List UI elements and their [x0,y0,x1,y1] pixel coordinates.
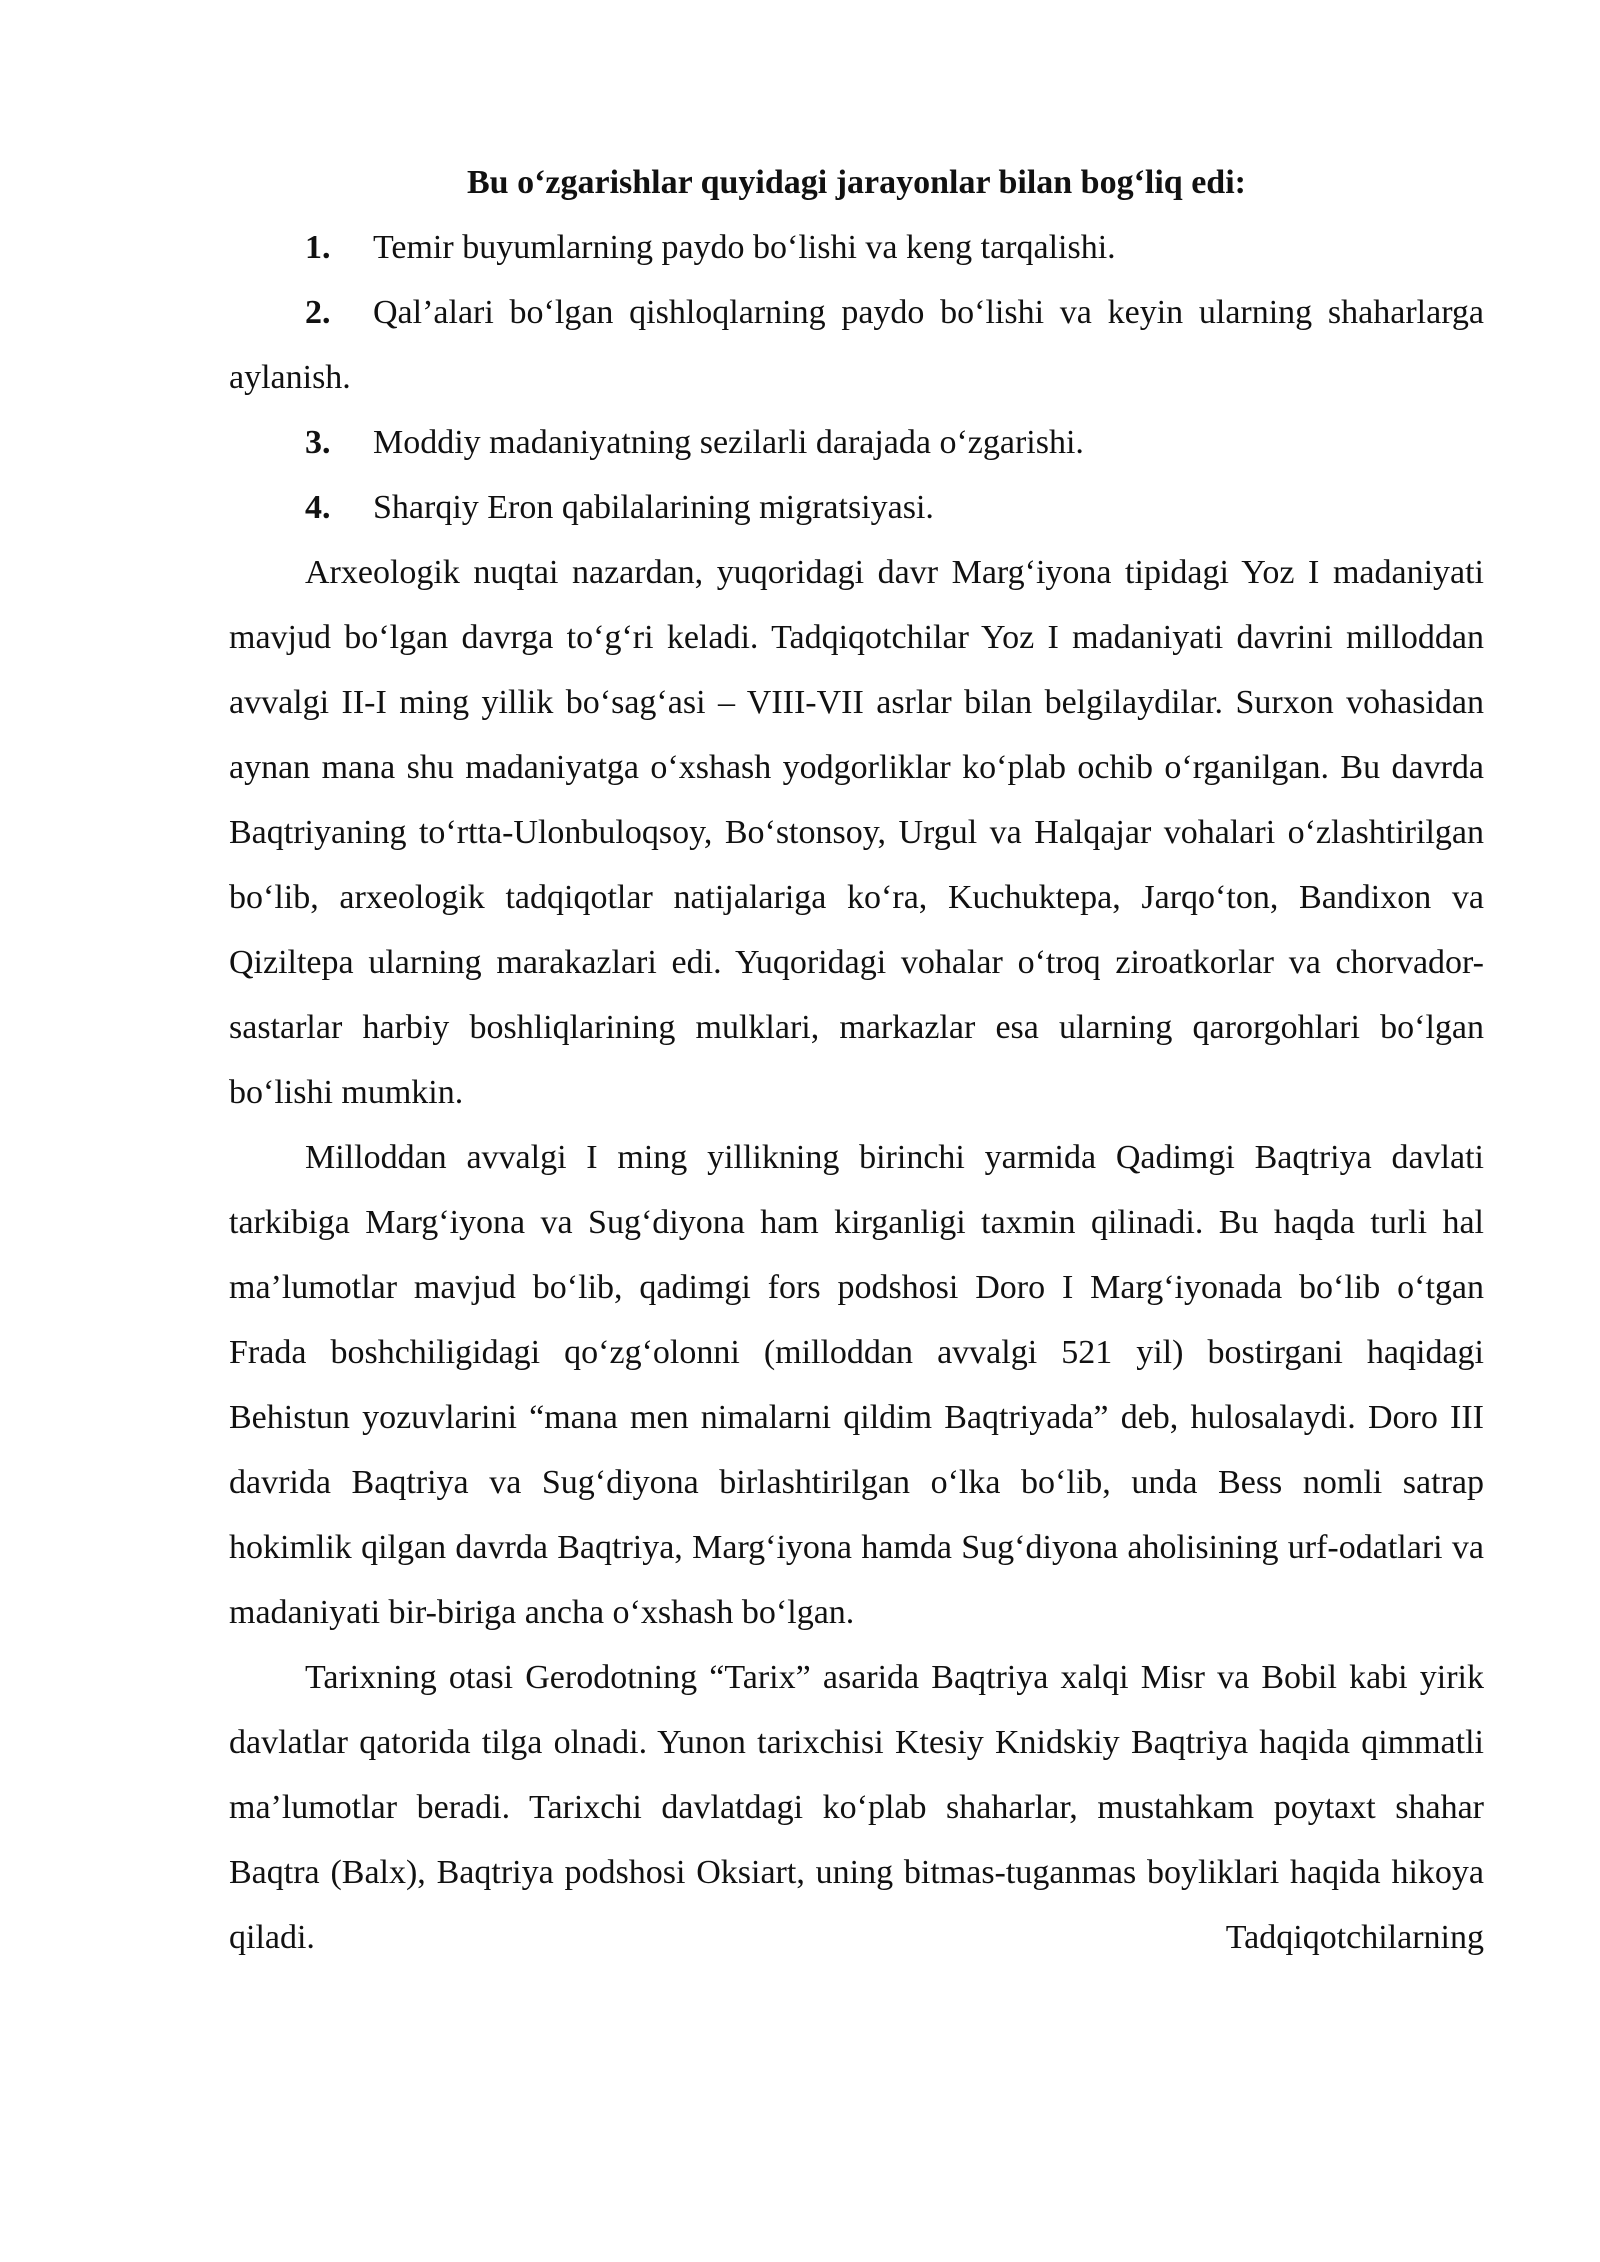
list-item [229,215,1484,280]
document-page [229,150,1484,1970]
section-heading: Bu o‘zgarishlar quyidagi jarayonlar bilan bog‘liq edi: [467,164,1246,201]
list-item-text: Qal’alari bo‘lgan qishloqlarning paydo bo‘lishi va keyin ularning shaharlarga aylanish. [229,294,1484,396]
list-item-number: 1. [305,229,331,266]
list-item-text: Sharqiy Eron qabilalarining migratsiyasi. [373,489,934,526]
list-item [229,475,1484,540]
list-item-text: Moddiy madaniyatning sezilarli darajada o‘zgarishi. [373,424,1084,461]
paragraph-herodotus: Tarixning otasi Gerodotning “Tarix” asarida Baqtriya xalqi Misr va Bobil kabi yirik davlatlar qatorida tilga olnadi. Yunon tarixchisi Ktesiy Knidskiy Baqtriya haqida qimmatli ma’lumotlar beradi. Tarixchi davlatdagi ko‘plab shaharlar, mustahkam poytaxt shahar Baqtra (Balx), Baqtriya podshosi Oksiart, uning bitmas-tuganmas boyliklari haqida hikoya qiladi. Tadqiqotchilarning [229,1659,1484,1956]
list-item [229,280,1484,410]
list-item-number: 4. [305,489,331,526]
list-item [229,410,1484,475]
list-item-text: Temir buyumlarning paydo bo‘lishi va keng tarqalishi. [373,229,1116,266]
paragraph-bactria-state: Milloddan avvalgi I ming yillikning birinchi yarmida Qadimgi Baqtriya davlati tarkibiga Marg‘iyona va Sug‘diyona ham kirganligi taxmin qilinadi. Bu haqda turli hal ma’lumotlar mavjud bo‘lib, qadimgi fors podshosi Doro I Marg‘iyonada bo‘lib o‘tgan Frada boshchiligidagi qo‘zg‘olonni (milloddan avvalgi 521 yil) bostirgani haqidagi Behistun yozuvlarini “mana men nimalarni qildim Baqtriyada” deb, hulosalaydi. Doro III davrida Baqtriya va Sug‘diyona birlashtirilgan o‘lka bo‘lib, unda Bess nomli satrap hokimlik qilgan davrda Baqtriya, Marg‘iyona hamda Sug‘diyona aholisining urf-odatlari va madaniyati bir-biriga ancha o‘xshash bo‘lgan. [229,1139,1484,1631]
list-item-number: 2. [305,294,331,331]
paragraph-archaeology: Arxeologik nuqtai nazardan, yuqoridagi davr Marg‘iyona tipidagi Yoz I madaniyati mavjud bo‘lgan davrga to‘g‘ri keladi. Tadqiqotchilar Yoz I madaniyati davrini milloddan avvalgi II-I ming yillik bo‘sag‘asi – VIII-VII asrlar bilan belgilaydilar. Surxon vohasidan aynan mana shu madaniyatga o‘xshash yodgorliklar ko‘plab ochib o‘rganilgan. Bu davrda Baqtriyaning to‘rtta-Ulonbuloqsoy, Bo‘stonsoy, Urgul va Halqajar vohalari o‘zlashtirilgan bo‘lib, arxeologik tadqiqotlar natijalariga ko‘ra, Kuchuktepa, Jarqo‘ton, Bandixon va Qiziltepa ularning marakazlari edi. Yuqoridagi vohalar o‘troq ziroatkorlar va chorvador-sastarlar harbiy boshliqlarining mulklari, markazlar esa ularning qarorgohlari bo‘lgan bo‘lishi mumkin. [229,554,1484,1111]
list-item-number: 3. [305,424,331,461]
